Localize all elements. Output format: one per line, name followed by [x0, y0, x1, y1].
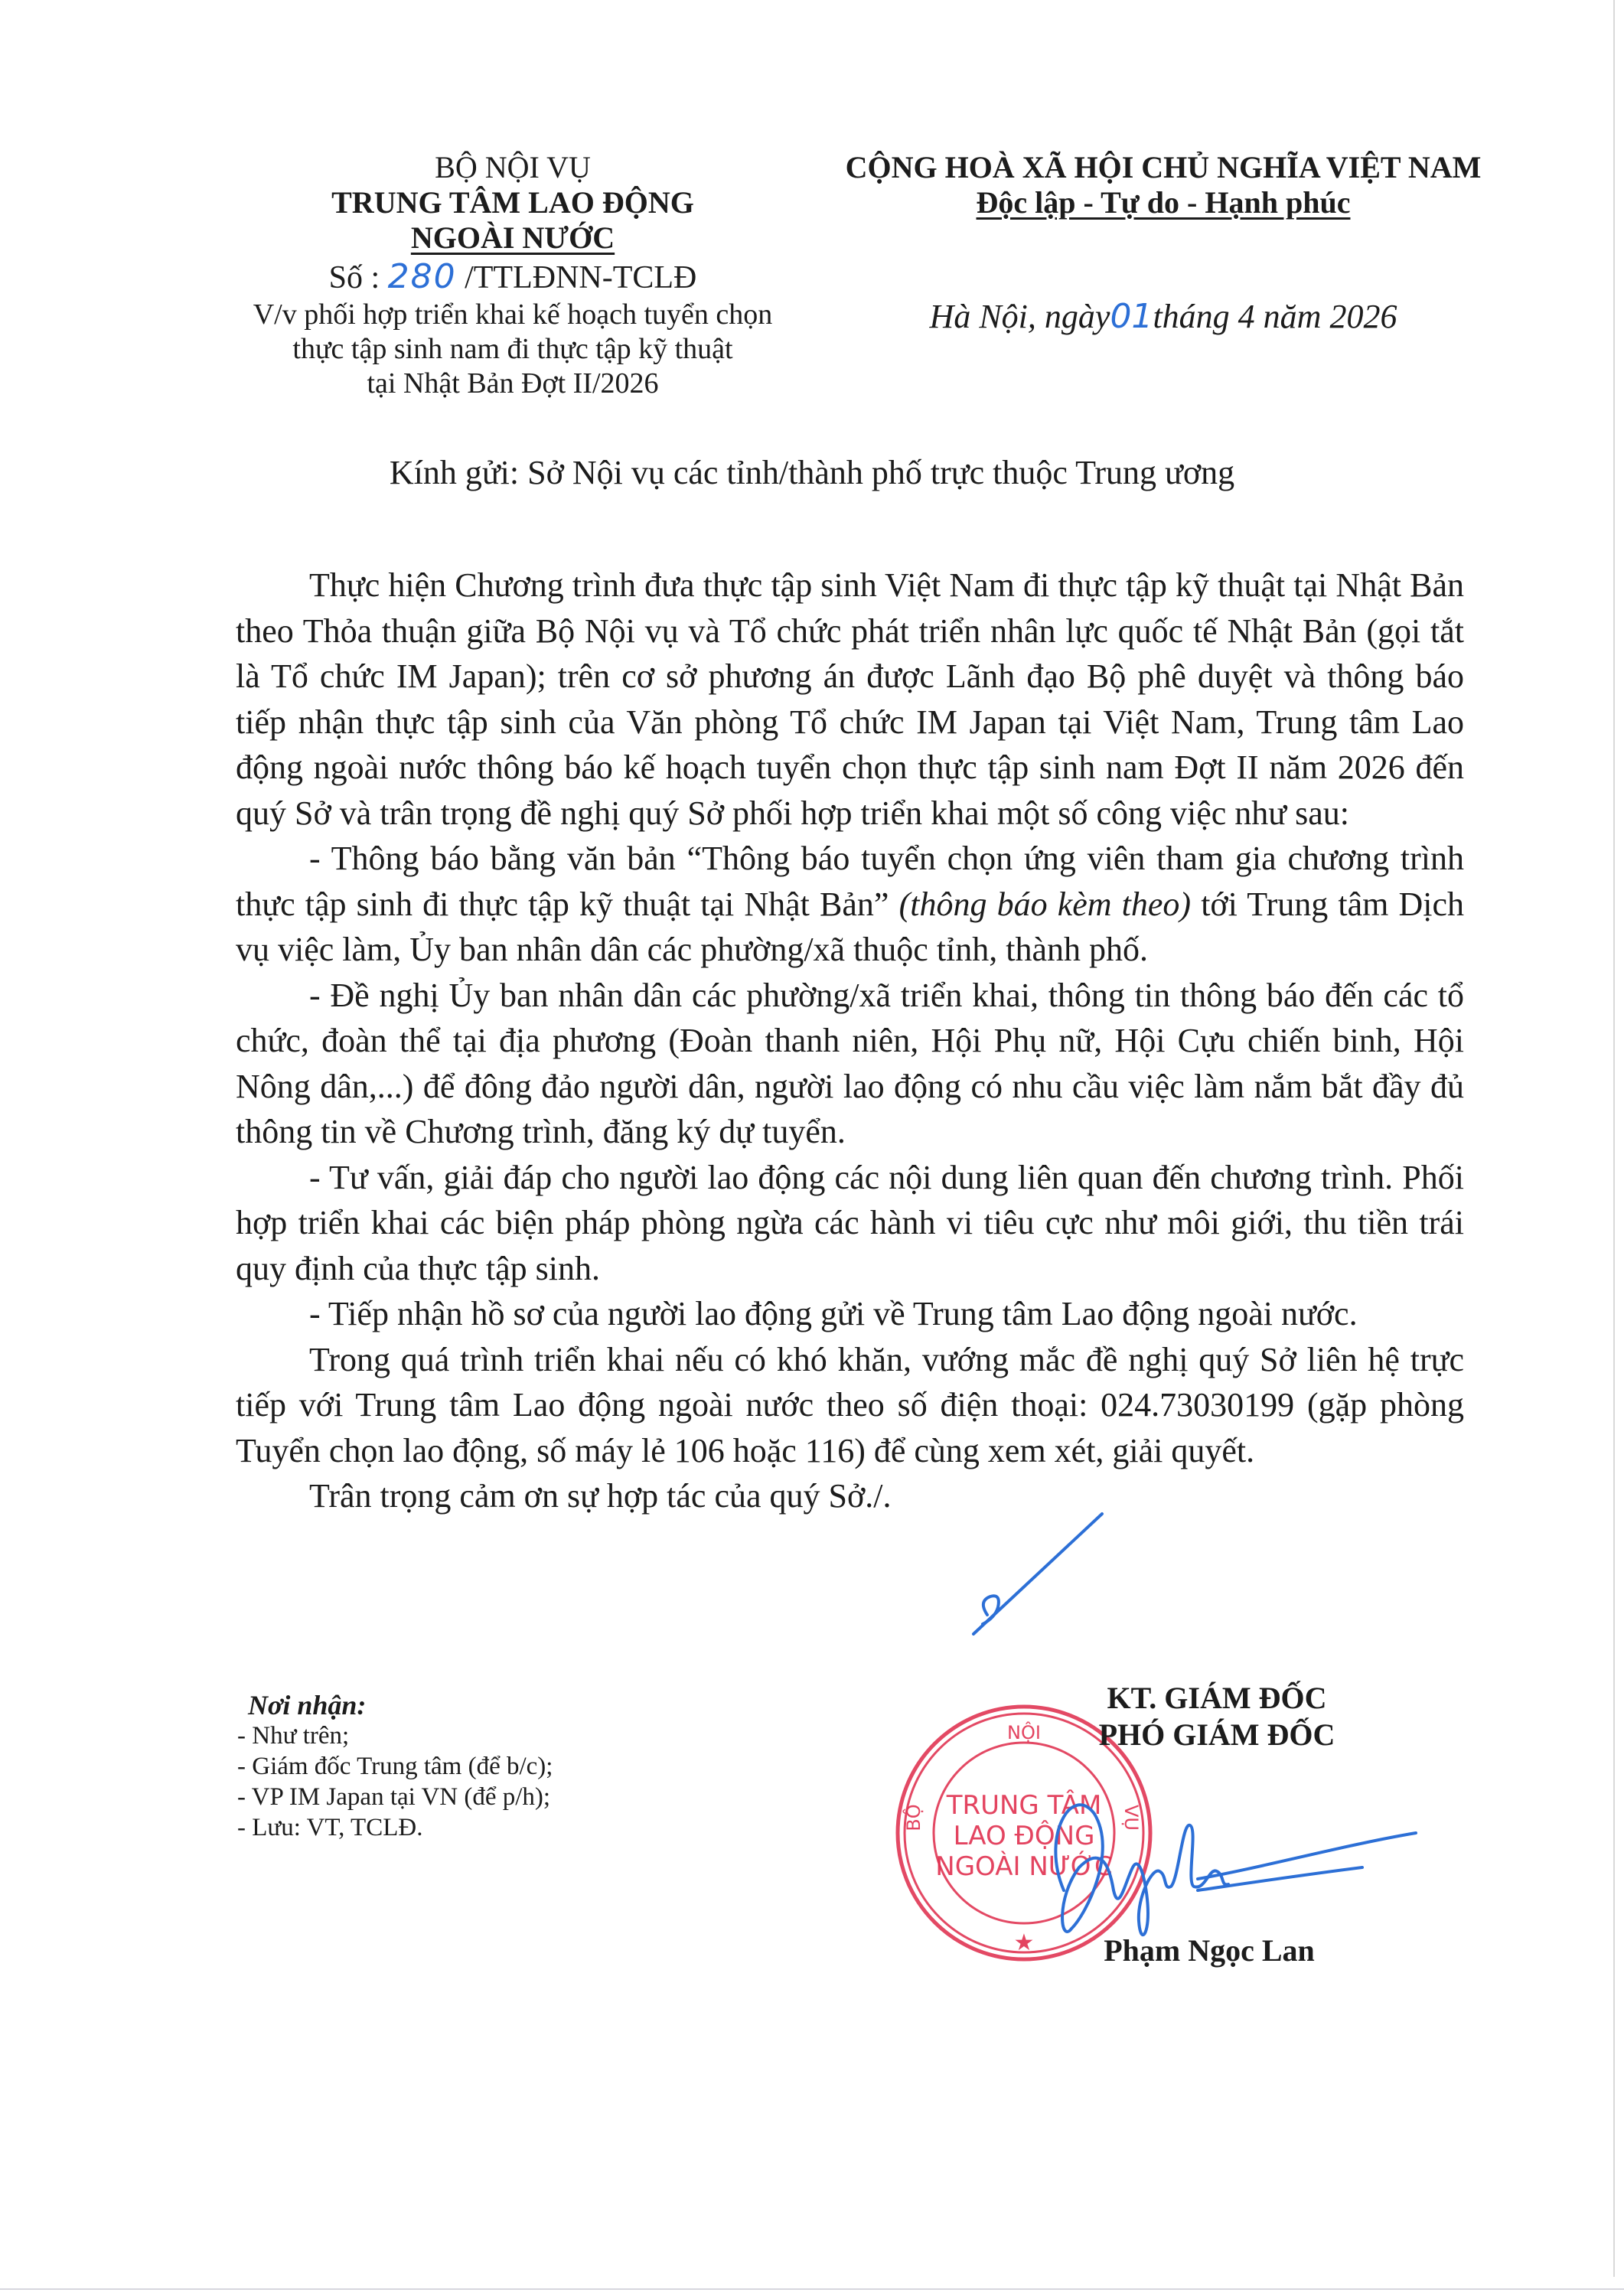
subject-line: thực tập sinh nam đi thực tập kỹ thuật	[292, 333, 733, 365]
scan-edge-right	[1613, 0, 1615, 2277]
recipients-block	[237, 1690, 553, 1843]
task-item-1: - Thông báo bằng văn bản “Thông báo tuyển chọn ứng viên tham gia chương trình thực tập sinh đi thực tập kỹ thuật tại Nhật Bản” (thông báo kèm theo) tới Trung tâm Dịch vụ việc làm, Ủy ban nhân dân các phường/xã thuộc tỉnh, thành phố.	[236, 840, 1464, 968]
stamp-text-left: BỘ	[903, 1804, 925, 1831]
stamp-center-line: NGOÀI NƯỚC	[935, 1851, 1113, 1882]
recipient-item: - VP IM Japan tại VN (để p/h);	[237, 1783, 551, 1811]
issuing-agency-header	[253, 150, 773, 401]
task-item-4: - Tiếp nhận hồ sơ của người lao động gửi về Trung tâm Lao động ngoài nước.	[309, 1295, 1358, 1332]
issue-date	[830, 297, 1496, 336]
paraph-stroke-icon	[973, 1514, 1102, 1634]
agency-name-line2: NGOÀI NƯỚC	[410, 220, 615, 255]
attachment-note: (thông báo kèm theo)	[898, 885, 1192, 923]
addressee: Kính gửi: Sở Nội vụ các tỉnh/thành phố trực thuộc Trung ương	[389, 454, 1235, 491]
stamp-center-line: LAO ĐỘNG	[953, 1821, 1095, 1851]
handwritten-day: 01	[1110, 297, 1153, 336]
subject-line: tại Nhật Bản Đợt II/2026	[367, 367, 659, 400]
country-name: CỘNG HOÀ XÃ HỘI CHỦ NGHĨA VIỆT NAM	[845, 150, 1482, 184]
national-motto: Độc lập - Tự do - Hạnh phúc	[976, 185, 1351, 220]
intro-paragraph: Thực hiện Chương trình đưa thực tập sinh Việt Nam đi thực tập kỹ thuật tại Nhật Bản theo Thỏa thuận giữa Bộ Nội vụ và Tổ chức phát triển nhân lực quốc tế Nhật Bản (gọi tắt là Tổ chức IM Japan); trên cơ sở phương án được Lãnh đạo Bộ phê duyệt và thông báo tiếp nhận thực tập sinh của Văn phòng Tổ chức IM Japan tại Việt Nam, Trung tâm Lao động ngoài nước thông báo kế hoạch tuyển chọn thực tập sinh nam Đợt II năm 2026 đến quý Sở và trân trọng đề nghị quý Sở phối hợp triển khai một số công việc như sau:	[236, 566, 1464, 832]
recipient-item: - Lưu: VT, TCLĐ.	[237, 1814, 423, 1841]
recipients-title: Nơi nhận:	[248, 1690, 367, 1720]
contact-paragraph: Trong quá trình triển khai nếu có khó khăn, vướng mắc đề nghị quý Sở liên hệ trực tiếp với Trung tâm Lao động ngoài nước theo số điện thoại: 024.73030199 (gặp phòng Tuyển chọn lao động, số máy lẻ 106 hoặc 116) để cùng xem xét, giải quyết.	[236, 1340, 1464, 1469]
recipient-item: - Giám đốc Trung tâm (để b/c);	[237, 1753, 553, 1780]
stamp-text-right: VỤ	[1120, 1805, 1142, 1831]
scan-edge-bottom	[0, 2288, 1624, 2290]
date-suffix: tháng 4 năm 2026	[1153, 298, 1397, 335]
agency-name-line1: TRUNG TÂM LAO ĐỘNG	[331, 185, 694, 220]
closing-line: Trân trọng cảm ơn sự hợp tác của quý Sở./.	[309, 1477, 892, 1515]
signatory-line1: KT. GIÁM ĐỐC	[1107, 1681, 1327, 1715]
stamp-text-top: NỘI	[1007, 1722, 1041, 1743]
signatory-line2: PHÓ GIÁM ĐỐC	[1098, 1717, 1335, 1752]
recipient-item: - Như trên;	[237, 1722, 350, 1750]
signatory-name: Phạm Ngọc Lan	[1104, 1933, 1315, 1968]
task-item-2: - Đề nghị Ủy ban nhân dân các phường/xã triển khai, thông tin thông báo đến các tổ chức, đoàn thể tại địa phương (Đoàn thanh niên, Hội Phụ nữ, Hội Cựu chiến binh, Hội Nông dân,...) để đông đảo người dân, người lao động có nhu cầu việc làm nắm bắt đầy đủ thông tin về Chương trình, đăng ký dự tuyển.	[236, 976, 1464, 1150]
stamp-center-line: TRUNG TÂM	[946, 1790, 1102, 1821]
ministry-name: BỘ NỘI VỤ	[435, 150, 591, 184]
number-prefix: Số :	[328, 260, 380, 295]
number-suffix: /TTLĐNN-TCLĐ	[465, 260, 697, 295]
date-prefix: Hà Nội, ngày	[929, 298, 1110, 335]
task-item-3: - Tư vấn, giải đáp cho người lao động các nội dung liên quan đến chương trình. Phối hợp triển khai các biện pháp phòng ngừa các hành vi tiêu cực như môi giới, thu tiền trái quy định của thực tập sinh.	[236, 1158, 1464, 1287]
subject-line: V/v phối hợp triển khai kế hoạch tuyển chọn	[253, 298, 773, 331]
stamp-star-icon: ★	[1013, 1929, 1035, 1956]
document-number	[253, 257, 773, 298]
letter-body	[236, 563, 1464, 1519]
national-header	[830, 150, 1496, 336]
signatory-title	[1041, 1680, 1393, 1753]
paraph-initial-icon	[983, 1596, 999, 1624]
handwritten-number: 280	[387, 257, 457, 296]
